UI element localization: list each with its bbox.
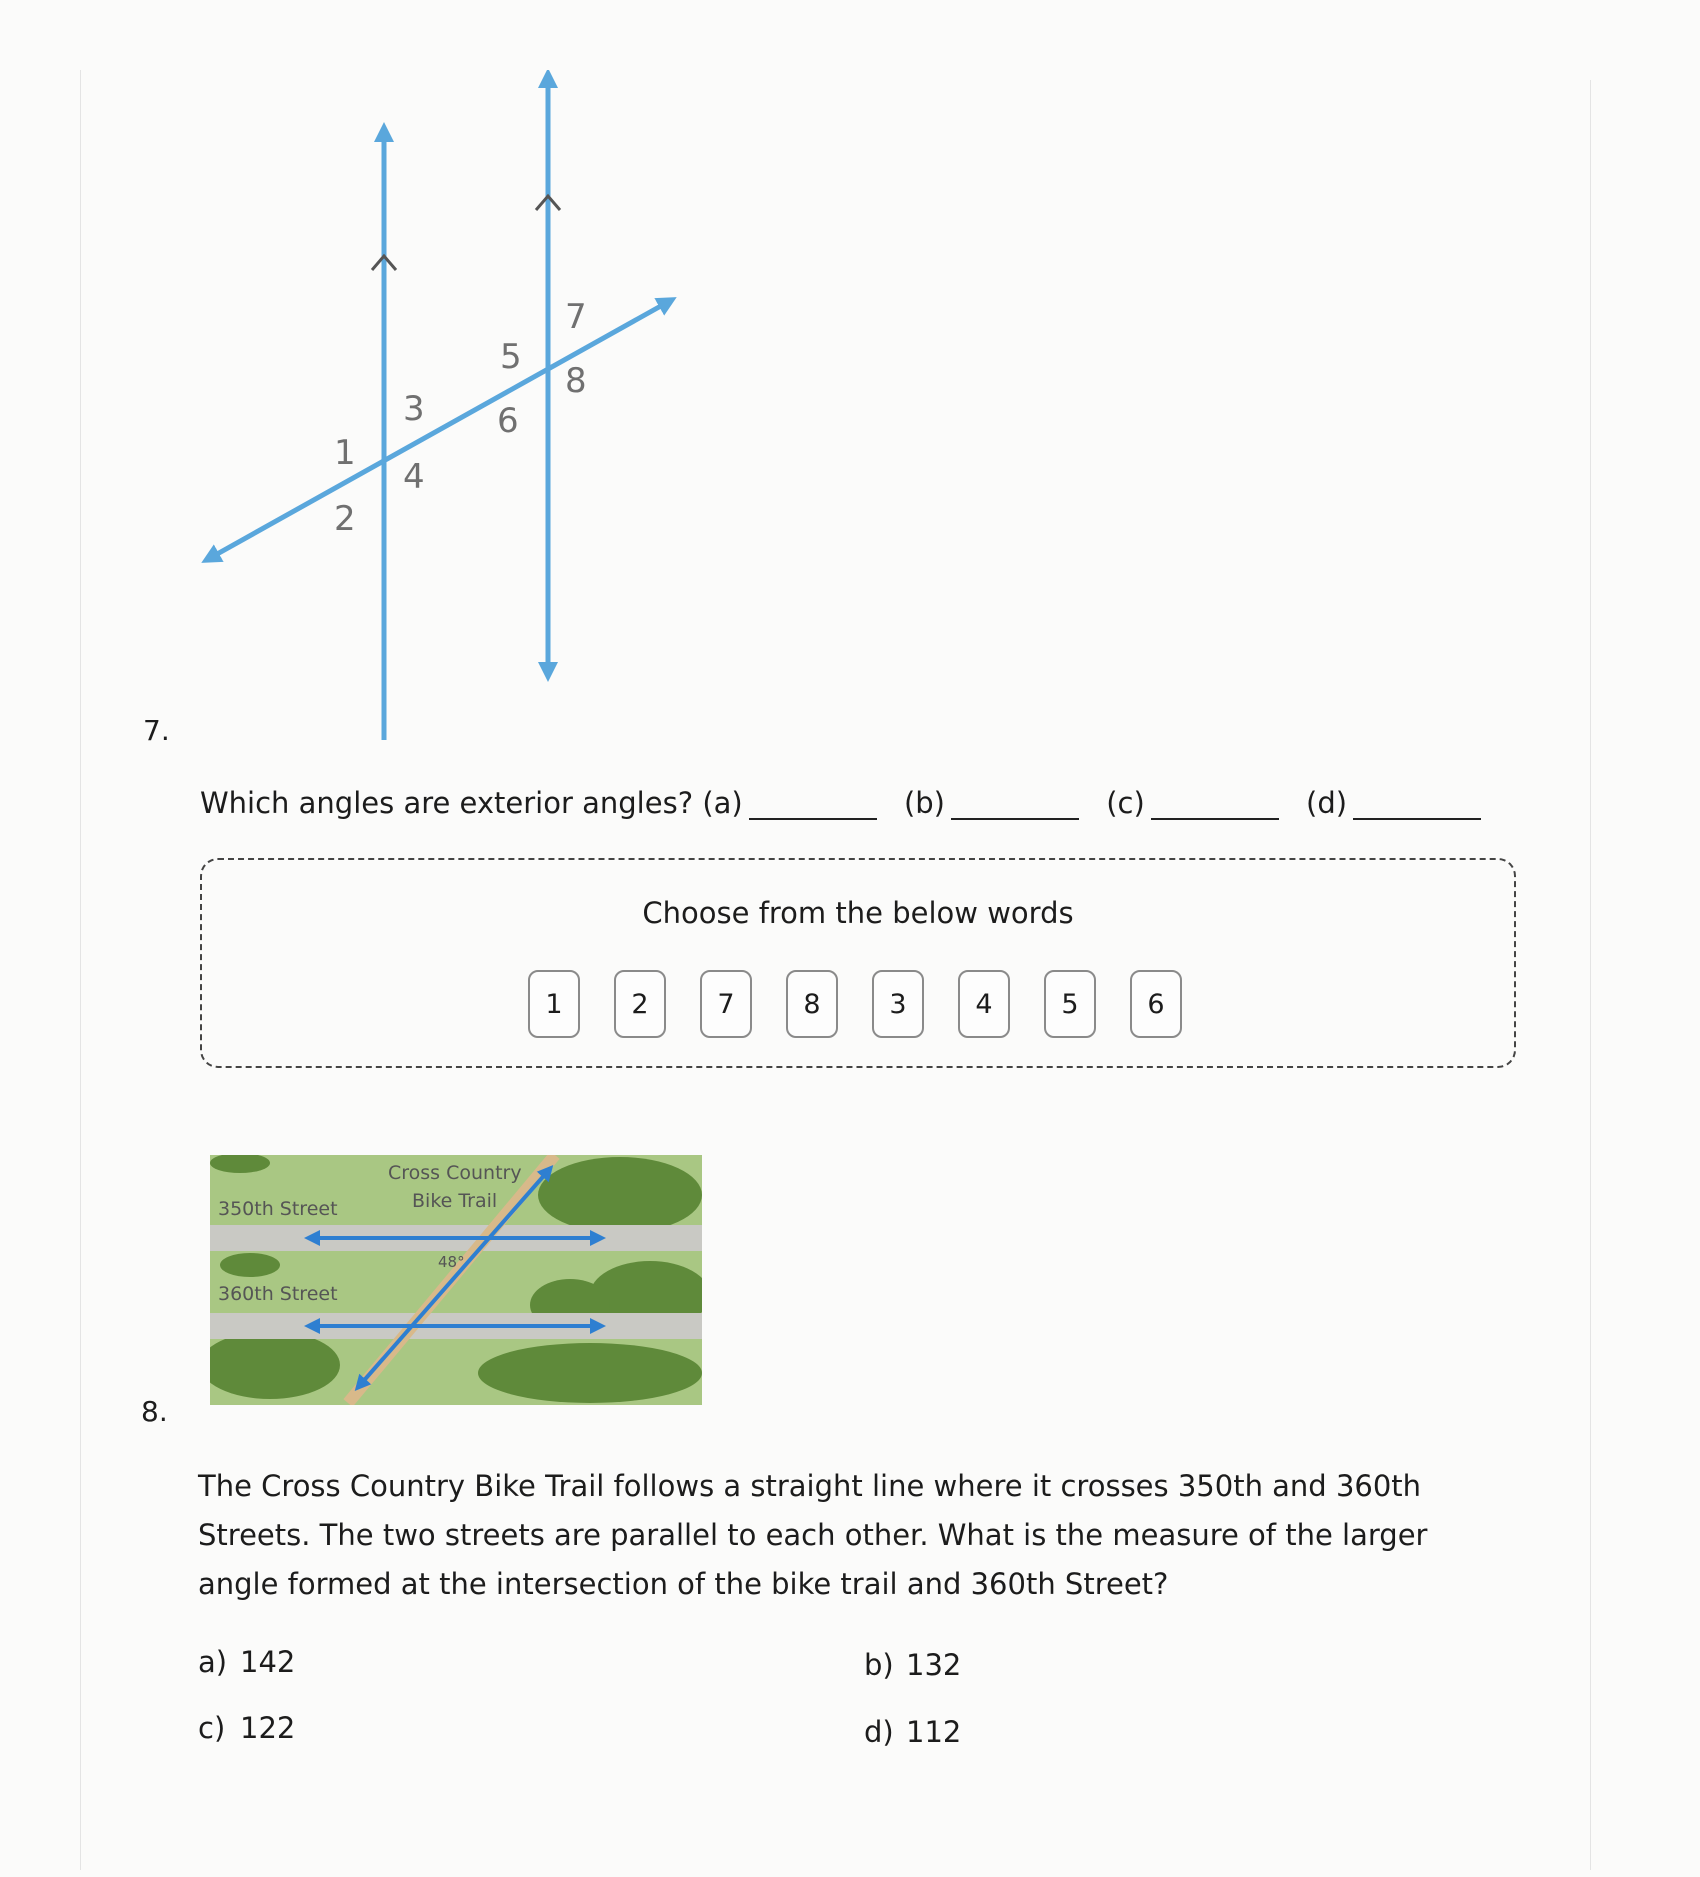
angle-label-7: 7	[565, 297, 587, 337]
angle-label-4: 4	[403, 457, 425, 497]
label-angle: 48°	[438, 1253, 465, 1271]
word-bank-title: Choose from the below words	[642, 896, 1074, 930]
blank-d[interactable]: (d)	[1306, 786, 1499, 820]
word-bank-choices	[528, 970, 1182, 1038]
choice-chip[interactable]: 7	[700, 970, 752, 1038]
parallel-lines-diagram	[200, 70, 680, 750]
angle-label-2: 2	[334, 499, 356, 539]
angle-label-3: 3	[403, 389, 425, 429]
page-margin-right	[1590, 80, 1591, 1870]
choice-chip[interactable]: 5	[1044, 970, 1096, 1038]
question-7-text: Which angles are exterior angles?	[200, 786, 694, 820]
blank-c[interactable]: (c)	[1106, 786, 1297, 820]
blank-c-line[interactable]	[1151, 790, 1279, 820]
choice-chip[interactable]: 2	[614, 970, 666, 1038]
blank-a-line[interactable]	[749, 790, 877, 820]
choice-chip[interactable]: 6	[1130, 970, 1182, 1038]
option-b[interactable]: b) 132	[864, 1648, 962, 1682]
angle-label-6: 6	[497, 401, 519, 441]
blank-a[interactable]: (a)	[702, 786, 894, 820]
question-8-text: The Cross Country Bike Trail follows a straight line where it crosses 350th and 360th Streets. The two streets are parallel to each other. What is the measure of the larger angle formed at the intersection of the bike trail and 360th Street?	[198, 1469, 1428, 1601]
choice-chip[interactable]: 1	[528, 970, 580, 1038]
angle-label-5: 5	[500, 337, 522, 377]
option-a[interactable]: a) 142	[198, 1645, 296, 1679]
label-350th-street: 350th Street	[218, 1198, 338, 1220]
choice-chip[interactable]: 8	[786, 970, 838, 1038]
question-7-prompt	[200, 786, 1499, 820]
transversal-line	[210, 302, 668, 558]
option-c[interactable]: c) 122	[198, 1711, 296, 1745]
label-360th-street: 360th Street	[218, 1283, 338, 1305]
angle-label-8: 8	[565, 361, 587, 401]
angle-label-1: 1	[334, 433, 356, 473]
label-trail-line1: Cross Country	[388, 1162, 522, 1184]
question-8-number: 8.	[141, 1395, 168, 1428]
page-margin-left	[80, 70, 81, 1870]
option-d[interactable]: d) 112	[864, 1715, 962, 1749]
bike-trail-map	[210, 1155, 702, 1405]
blank-d-line[interactable]	[1353, 790, 1481, 820]
word-bank	[200, 858, 1516, 1068]
blank-b-line[interactable]	[951, 790, 1079, 820]
choice-chip[interactable]: 3	[872, 970, 924, 1038]
question-7-number: 7.	[143, 714, 170, 747]
blank-b[interactable]: (b)	[904, 786, 1097, 820]
choice-chip[interactable]: 4	[958, 970, 1010, 1038]
label-trail-line2: Bike Trail	[412, 1190, 498, 1212]
